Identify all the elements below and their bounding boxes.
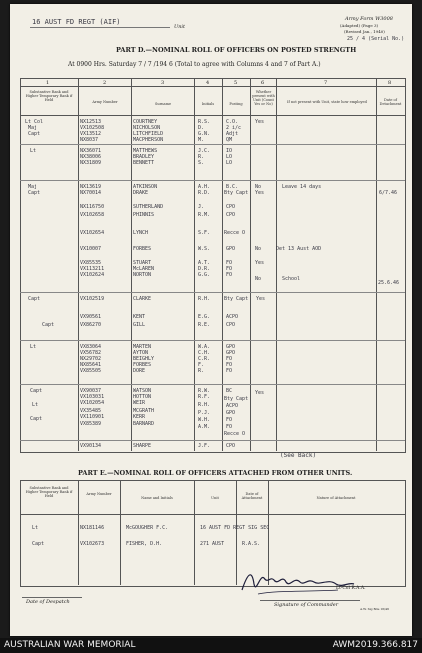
initials-cell: A.M. <box>198 424 211 430</box>
army-number-cell: VX85535 <box>80 260 102 266</box>
surname-cell: NORTON <box>133 272 152 278</box>
surname-cell: CLARKE <box>133 296 152 302</box>
col-num-8: 8 <box>388 80 392 86</box>
initials-cell: R.H. <box>198 402 211 408</box>
col-num-4: 4 <box>206 80 210 86</box>
e-header-rank: Substantive Rank and Higher Temporary Rank if Held <box>25 486 73 498</box>
army-number-cell: VX102654 <box>80 230 105 236</box>
army-number-cell: VX102519 <box>80 296 105 302</box>
col-num-6: 6 <box>261 80 265 86</box>
commander-role: Lt-Col R.A.A. <box>336 586 366 591</box>
name-cell: McGOUGHER F.C. <box>126 525 169 531</box>
form-title: Army Form W3008 <box>345 16 393 22</box>
initials-cell: J. <box>198 204 205 210</box>
army-number-cell: NX70014 <box>80 190 102 196</box>
col-header-army-number: Army Number <box>92 100 118 104</box>
rank-cell: Capt <box>28 131 41 137</box>
army-number-cell: VX90561 <box>80 314 102 320</box>
e-header-name: Name and Initials <box>141 496 173 500</box>
col-header-employment: If not present with Unit, state how employed <box>287 100 367 104</box>
surname-cell: COURTNEY <box>133 119 158 125</box>
posting-cell: Bty Capt <box>224 190 249 196</box>
initials-cell: G.N. <box>198 131 211 137</box>
employment-cell: Leave 14 days <box>282 184 322 190</box>
rank-cell: Lt Col <box>25 119 44 125</box>
initials-cell: P.J. <box>198 410 211 416</box>
posting-cell: ACPO <box>226 403 239 409</box>
surname-cell: ATKINSON <box>133 184 158 190</box>
nature-cell: R.A.S. <box>242 541 261 547</box>
army-number-cell: VX56782 <box>80 350 102 356</box>
surname-cell: KERR <box>133 414 146 420</box>
army-number-cell: VX85505 <box>80 368 102 374</box>
initials-cell: R.D. <box>198 190 211 196</box>
army-number-cell: VX13512 <box>80 131 102 137</box>
army-number-cell: VX102658 <box>80 212 105 218</box>
surname-cell: FORBES <box>133 246 152 252</box>
army-number-cell: VX103031 <box>80 394 105 400</box>
army-number-cell: VX113211 <box>80 266 105 272</box>
initials-cell: J.F. <box>198 443 211 449</box>
unit-cell: 16 AUST FD REGT SIG SEC <box>200 525 270 531</box>
posting-cell: Recce O <box>224 431 246 437</box>
army-number-cell: VX86270 <box>80 322 102 328</box>
form-sub2: (Revised Jan., 1940) <box>344 29 385 34</box>
initials-cell: G.G. <box>198 272 211 278</box>
posting-cell: CPO <box>226 443 236 449</box>
col-header-surname: Surname <box>154 102 172 106</box>
posting-cell: FO <box>226 266 233 272</box>
posting-cell: Recce O <box>224 230 246 236</box>
name-cell: FISHER, D.H. <box>126 541 163 547</box>
initials-cell: F. <box>198 362 205 368</box>
surname-cell: BEIGHLY <box>133 356 155 362</box>
col-num-7: 7 <box>324 80 328 86</box>
posting-cell: Bty Capt <box>224 296 249 302</box>
col-header-rank: Substantive Rank and Higher Temporary Rank if Held <box>25 90 73 102</box>
posting-cell: FO <box>226 356 233 362</box>
surname-cell: KENT <box>133 314 146 320</box>
posting-cell: B.C. <box>226 184 239 190</box>
present-cell: Yes <box>255 390 265 396</box>
surname-cell: GILL <box>133 322 146 328</box>
surname-cell: SHARPE <box>133 443 152 449</box>
surname-cell: MATTHEWS <box>133 148 158 154</box>
army-number-cell: NX85641 <box>80 362 102 368</box>
surname-cell: NICHOLSON <box>133 125 161 131</box>
present-cell: Yes <box>255 119 265 125</box>
present-cell: Yes <box>255 190 265 196</box>
army-number-cell: VX35485 <box>80 408 102 414</box>
col-header-detachment-date: Date of Detachment <box>379 98 402 106</box>
serial-number: 25 / 4 (Serial No.) <box>347 36 405 42</box>
army-number-cell: VX90037 <box>80 388 102 394</box>
posting-cell: FO <box>226 272 233 278</box>
posting-cell: CPO <box>226 204 236 210</box>
posting-cell: Adjt <box>226 131 239 137</box>
col-header-initials: Initials <box>201 102 215 106</box>
posting-cell: BC <box>226 388 233 394</box>
army-number-cell: NX38006 <box>80 154 102 160</box>
rank-cell: Lt <box>32 402 39 408</box>
rank-cell: Capt <box>30 416 43 422</box>
initials-cell: C.R. <box>198 356 211 362</box>
commander-signature <box>238 564 358 600</box>
archive-footer <box>0 638 422 653</box>
surname-cell: MCGRATH <box>133 408 155 414</box>
army-number-cell: VX102508 <box>80 125 105 131</box>
rank-cell: Lt <box>30 344 37 350</box>
initials-cell: D.R. <box>198 266 211 272</box>
rank-cell: Capt <box>28 190 41 196</box>
initials-cell: E.G. <box>198 314 211 320</box>
initials-cell: R.E. <box>198 322 211 328</box>
posting-cell: FO <box>226 260 233 266</box>
e-header-unit: Unit <box>211 496 219 500</box>
army-number-cell: NX116750 <box>80 204 105 210</box>
surname-cell: SUTHERLAND <box>133 204 164 210</box>
see-back-note: (See Back) <box>280 452 317 459</box>
present-cell: No <box>255 276 262 282</box>
rank-cell: Lt <box>30 148 37 154</box>
initials-cell: R.S. <box>198 119 211 125</box>
detachment-date-cell: 25.6.46 <box>378 280 400 286</box>
rank-cell: Capt <box>30 388 43 394</box>
rank-cell: Capt <box>32 541 45 547</box>
rank-cell: Maj <box>28 184 38 190</box>
posting-cell: GPO <box>226 410 236 416</box>
army-number-cell: VX102624 <box>80 272 105 278</box>
col-header-present: Whether present with Unit (Count Yes or No) <box>252 90 275 106</box>
rank-cell: Capt <box>28 296 41 302</box>
posting-cell: C.O. <box>226 119 239 125</box>
unit-cell: 271 AUST <box>200 541 225 547</box>
surname-cell: BARNARD <box>133 421 155 427</box>
posting-cell: LO <box>226 160 233 166</box>
army-number-cell: NX13619 <box>80 184 102 190</box>
date-of-despatch-label: Date of Despatch <box>26 599 70 605</box>
detachment-date-cell: 6/7.46 <box>379 190 398 196</box>
army-number-cell: VX102054 <box>80 400 105 406</box>
surname-cell: McLAREN <box>133 266 155 272</box>
posting-cell: 2 i/c <box>226 125 242 131</box>
rank-cell: Maj <box>28 125 38 131</box>
present-cell: No <box>255 184 262 190</box>
roll-date-line: At 0900 Hrs. Saturday 7 / 7 /194 6 (Total to agree with Columns 4 and 7 of Part A.) <box>68 61 321 68</box>
surname-cell: STUART <box>133 260 152 266</box>
posting-cell: ACPO <box>226 314 239 320</box>
posting-cell: FO <box>226 368 233 374</box>
posting-cell: CPO <box>226 212 236 218</box>
archive-accession-number: AWM2019.366.817 <box>332 640 418 650</box>
initials-cell: S. <box>198 160 205 166</box>
surname-cell: MACPHERSON <box>133 137 164 143</box>
part-e-title: PART E.—NOMINAL ROLL OF OFFICERS ATTACHED FROM OTHER UNITS. <box>78 469 353 477</box>
posting-cell: QM <box>226 137 233 143</box>
e-header-nature: Nature of Attachment <box>316 496 356 500</box>
document-sheet <box>10 4 412 636</box>
posting-cell: FO <box>226 417 233 423</box>
present-cell: Yes <box>255 260 265 266</box>
surname-cell: HOTTON <box>133 394 152 400</box>
initials-cell: R. <box>198 368 205 374</box>
e-header-army-number: Army Number <box>86 492 112 496</box>
initials-cell: D. <box>198 125 205 131</box>
posting-cell: IO <box>226 148 233 154</box>
initials-cell: R.W. <box>198 388 211 394</box>
initials-cell: R.M. <box>198 212 211 218</box>
army-number-cell: NX29702 <box>80 356 102 362</box>
army-number-cell: NX8037 <box>80 137 99 143</box>
e-header-date: Date of Attachment <box>241 492 263 500</box>
initials-cell: C.H. <box>198 350 211 356</box>
posting-cell: FO <box>226 424 233 430</box>
initials-cell: J.C. <box>198 148 211 154</box>
rank-cell: Capt <box>42 322 55 328</box>
employment-cell: School <box>282 276 301 282</box>
initials-cell: A.T. <box>198 260 211 266</box>
posting-cell: CPO <box>226 322 236 328</box>
posting-cell: GPO <box>226 350 236 356</box>
posting-cell: FO <box>226 362 233 368</box>
form-sub1: (Adapted) (Page 3) <box>340 23 379 28</box>
initials-cell: W.S. <box>198 246 211 252</box>
col-header-posting: Posting <box>229 102 243 106</box>
surname-cell: DRAKE <box>133 190 149 196</box>
initials-cell: R. <box>198 154 205 160</box>
army-number-cell: VX85389 <box>80 421 102 427</box>
surname-cell: AYTON <box>133 350 149 356</box>
army-number-cell: VX83064 <box>80 344 102 350</box>
surname-cell: LITCHFIELD <box>133 131 164 137</box>
surname-cell: WEIR <box>133 400 146 406</box>
rank-cell: Lt <box>32 525 39 531</box>
archive-name: AUSTRALIAN WAR MEMORIAL <box>4 640 136 650</box>
army-number-cell: NX12513 <box>80 119 102 125</box>
army-number-cell: VX10007 <box>80 246 102 252</box>
printer-mark: A.W. Sig Bde 16/46 <box>360 607 389 611</box>
initials-cell: S.F. <box>198 230 211 236</box>
surname-cell: MARTEN <box>133 344 152 350</box>
initials-cell: A.H. <box>198 184 211 190</box>
employment-cell: Det 13 Aust AOD <box>276 246 322 252</box>
signature-label: Signature of Commander <box>274 602 339 608</box>
army-number-cell: NX181146 <box>80 525 105 531</box>
initials-cell: M. <box>198 137 205 143</box>
present-cell: No <box>255 246 262 252</box>
col-num-2: 2 <box>103 80 107 86</box>
unit-name: 16 AUST FD REGT (AIF) <box>32 18 121 26</box>
surname-cell: BENNETT <box>133 160 155 166</box>
initials-cell: R.F. <box>198 394 211 400</box>
initials-cell: W.A. <box>198 344 211 350</box>
army-number-cell: VX110901 <box>80 414 105 420</box>
army-number-cell: VX102673 <box>80 541 105 547</box>
surname-cell: DORE <box>133 368 146 374</box>
posting-cell: Bty Capt <box>224 396 249 402</box>
initials-cell: W.H. <box>198 417 211 423</box>
posting-cell: LO <box>226 154 233 160</box>
surname-cell: BRADLEY <box>133 154 155 160</box>
col-num-5: 5 <box>234 80 238 86</box>
posting-cell: GPO <box>226 344 236 350</box>
surname-cell: LYNCH <box>133 230 149 236</box>
army-number-cell: VX90134 <box>80 443 102 449</box>
army-number-cell: NX31809 <box>80 160 102 166</box>
army-number-cell: NX36071 <box>80 148 102 154</box>
surname-cell: WATSON <box>133 388 152 394</box>
unit-label: Unit <box>174 24 186 30</box>
posting-cell: GPO <box>226 246 236 252</box>
part-d-title: PART D.—NOMINAL ROLL OF OFFICERS ON POSTED STRENGTH <box>116 46 357 54</box>
col-num-3: 3 <box>161 80 165 86</box>
surname-cell: PHINNIS <box>133 212 155 218</box>
present-cell: Yes <box>256 296 266 302</box>
surname-cell: FORBES <box>133 362 152 368</box>
col-num-1: 1 <box>46 80 50 86</box>
initials-cell: R.H. <box>198 296 211 302</box>
